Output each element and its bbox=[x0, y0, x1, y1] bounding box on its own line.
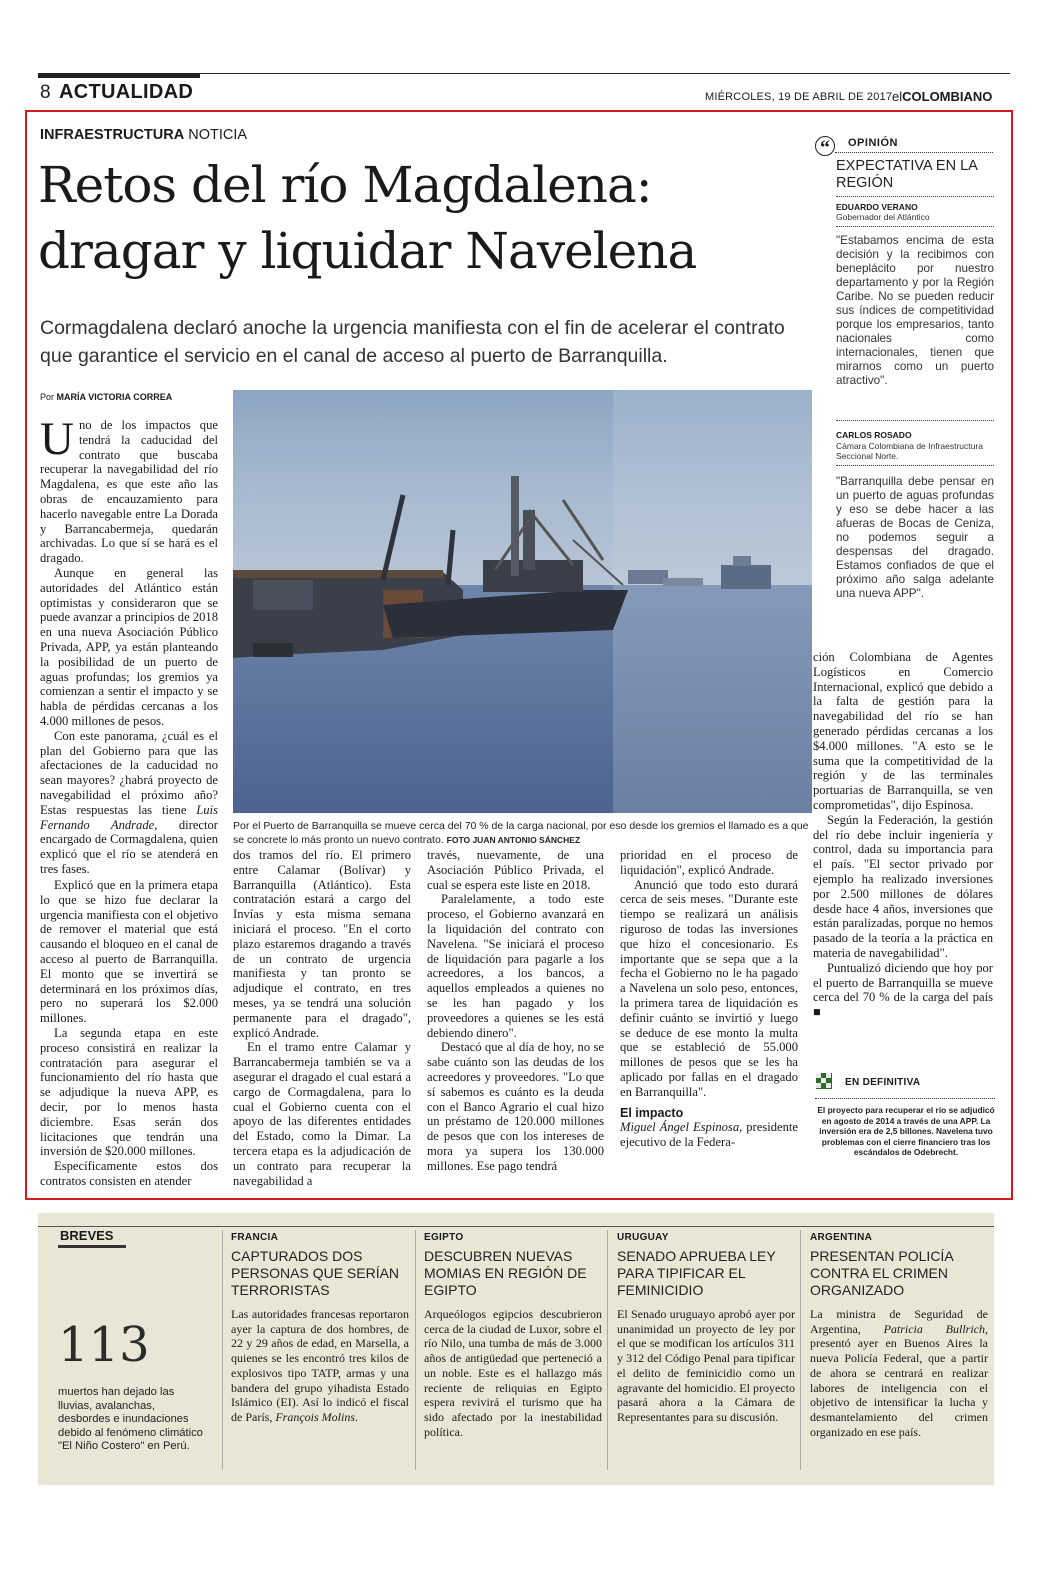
brief-item-uruguay bbox=[617, 1232, 795, 1425]
brief-title: PRESENTAN POLICÍA CONTRA EL CRIMEN ORGANIZADO bbox=[810, 1248, 953, 1298]
brief-country: URUGUAY bbox=[617, 1232, 669, 1243]
opinion-author-role: Cámara Colombiana de Infraestructura Seccional Norte. bbox=[836, 441, 983, 461]
definitiva-rule bbox=[815, 1098, 995, 1099]
article-subhead: Cormagdalena declaró anoche la urgencia manifiesta con el fin de acelerar el contrato que garantice el servicio en el canal de acceso al puerto de Barranquilla. bbox=[40, 317, 785, 367]
brief-text: Las autoridades francesas reportaron ayer la captura de dos hombres, de 22 y 29 años de edad, en Marsella, a quienes se les encontró tres kilos de explosivos tipo TATP, armas y una bandera del grupo yihadista Estado Islámico (EI). Así lo indicó el fiscal de París, François Molins. bbox=[231, 1307, 409, 1424]
section-subtitle: El impacto bbox=[620, 1105, 684, 1120]
body-column-1: Uno de los impactos que tendrá la caducidad del contrato que buscaba recuperar la navegabilidad del río Magdalena, es que este año las obras de encauzamiento para hacerlo navegable entre La Dorada y Barrancabermeja, quedarán archivadas. Lo que sí se hará es el dragado. Aunque en general las autoridades del Atlántico están optimistas y consideraron que se puede avanzar a principios de 2018 en una nueva Asociación Público Privada, APP, ya están planteando la posibilidad de un puerto de aguas profundas; los gremios ya comienzan a sentir el impacto y se habla de pérdidas cercanas a los 4.000 millones de pesos. Con este panorama, ¿cuál es el plan del Gobierno para que las afectaciones de la caducidad no sean mayores? ¿habrá proyecto de navegabilidad el próximo año? Estas respuestas las tiene Luis Fernando Andrade, director encargado de Cormagdalena, quien explicó que el río se atenderá en tres fases. bbox=[40, 413, 218, 876]
drop-cap: U bbox=[40, 413, 74, 465]
body-column-3: través, nuevamente, de una Asociación Público Privada, el cual se espera este liste en 2018. Paralelamente, a todo este proceso, el Gobierno avanzará en la liquidación del contrato con Navelena. "Se iniciará el proceso de liquidación para pagarle a los acreedores, a los bancos, a aquellos empleados a quienes no se les han pagado y los proveedores a quienes se les está debiendo dinero". Destacó que al día de hoy, no se sabe cuánto son las deudas de los acreedores y proveedores. "Lo que sí sabemos es cuánto es la deuda con el Banco Agrario el cual hizo un préstamo de 120.000 millones de pesos que con los intereses de mora ya supera los 130.000 millones. Ese pago tendrá bbox=[427, 848, 604, 1173]
article-kicker: INFRAESTRUCTURA NOTICIA bbox=[40, 127, 248, 143]
brief-text: La ministra de Seguridad de Argentina, Patricia Bullrich, presentó ayer en Buenos Aires la nueva Policía Federal, que a partir de ahora se centrará en realizar labores de inteligencia con el objetivo de intensificar la lucha y desmantelamiento del crimen organizado en ese país. bbox=[810, 1307, 989, 1439]
opinion-author: CARLOS ROSADO bbox=[836, 430, 912, 440]
breves-label-bar bbox=[58, 1245, 126, 1248]
article-headline: Retos del río Magdalena: dragar y liquidar Navelena bbox=[38, 156, 697, 280]
brief-title: SENADO APRUEBA LEY PARA TIPIFICAR EL FEMINICIDIO bbox=[617, 1248, 776, 1298]
opinion-divider bbox=[836, 420, 994, 421]
brief-country: EGIPTO bbox=[424, 1232, 464, 1243]
body-column-2: dos tramos del río. El primero entre Calamar (Bolívar) y Barranquilla (Atlántico). Esta contratación estará a cargo del Invías y esta misma semana iniciará el proceso. "En el corto plazo estaremos dragando a través de un contrato de urgencia manifiesta y tan pronto se adjudique el contrato, en tres meses, ya se tendrá una solución permanente para el dragado", explicó Andrade. En el tramo entre Calamar y Barrancabermeja también se va a asegurar el dragado el cual estará a cargo de Cormagdalena, para lo cual el Gobierno cuenta con el apoyo de las diferentes entidades del Estado, como la Dimar. La tercera etapa es la adjudicación de un contrato para recuperar la navegabilidad a bbox=[233, 848, 411, 1188]
stat-text: muertos han dejado las lluvias, avalanchas, desbordes e inundaciones debido al fenómeno climático "El Niño Costero" en Perú. bbox=[58, 1386, 203, 1452]
opinion-rule bbox=[836, 196, 994, 197]
body-column-4: prioridad en el proceso de liquidación", explicó Andrade. Anunció que todo esto durará cerca de seis meses. "Durante este tiempo se realizará un análisis riguroso de todas las inversiones que hizo el concesionario. Es importante que se sepa que a la fecha el Gobierno no le ha pagado a Navelena un solo peso, entonces, la primera tarea de liquidación es definir cuánto se invirtió y luego se deduce de ese monto la multa que se estableció de 55.000 millones de pesos que se les ha aplicado por fallas en el dragado en Barranquilla". El impacto Miguel Ángel Espinosa, presidente ejecutivo de la Federa- bbox=[620, 848, 798, 1150]
body-column-5: ción Colombiana de Agentes Logísticos en Comercio Internacional, explicó que debido a la falta de gestión para la navegabilidad del río se han generado pérdidas cercanas a los $4.000 millones. "A esto se le suma que la competitividad de la región y de las terminales portuarias de Barranquilla, se ven comprometidas", dijo Espinosa. Según la Federación, la gestión del río debe incluir ingeniería y control, dada su importancia para el país. "El sector privado por ejemplo ha realizado inversiones por 2.500 millones de dólares desde hace 4 años, inversiones que están paralizadas, porque no hemos pasado de la teoría a la práctica en materia de navegabilidad". Puntualizó diciendo que hoy por el puerto de Barranquilla se mueve cerca del 70 % de la carga del país ■ bbox=[813, 650, 993, 1020]
brief-divider bbox=[800, 1230, 801, 1470]
brief-item-francia bbox=[231, 1232, 409, 1425]
opinion-author: EDUARDO VERANO bbox=[836, 202, 918, 212]
opinion-quote: "Estabamos encima de esta decisión y la recibimos con beneplácito por nuestro departamento y por la Región Caribe. No se pueden reducir sus índices de competitividad porque los empresarios, tanto nacionales como internacionales, tienen que mirarnos como un puerto atractivo". bbox=[836, 234, 994, 387]
brief-item-egipto bbox=[424, 1232, 602, 1439]
brief-title: CAPTURADOS DOS PERSONAS QUE SERÍAN TERRORISTAS bbox=[231, 1248, 400, 1298]
brief-title: DESCUBREN NUEVAS MOMIAS EN REGIÓN DE EGIPTO bbox=[424, 1248, 587, 1298]
breves-label: BREVES bbox=[60, 1228, 114, 1243]
stat-number: 113 bbox=[58, 1317, 150, 1373]
opinion-divider bbox=[836, 465, 994, 466]
newspaper-brand: elCOLOMBIANO bbox=[892, 89, 993, 104]
port-photo bbox=[233, 390, 812, 813]
checker-icon bbox=[816, 1073, 832, 1089]
article-byline: Por MARÍA VICTORIA CORREA bbox=[40, 392, 173, 402]
opinion-title: EXPECTATIVA EN LA REGIÓN bbox=[836, 158, 978, 191]
opinion-quote: "Barranquilla debe pensar en un puerto de aguas profundas y eso se debe hacer a las afueras de Bocas de Ceniza, no podemos seguir a despensas del dragado. Estamos confiados de que el próximo año salga adelante una nueva APP". bbox=[836, 475, 994, 600]
header-rule-accent bbox=[38, 73, 200, 78]
brief-text: El Senado uruguayo aprobó ayer por unanimidad un proyecto de ley por el que se modifican los artículos 311 y 312 del Código Penal para tipificar el delito de feminicidio como un agravante del homicidio. El proyecto pasará ahora a la Cámara de Representantes para su discusión. bbox=[617, 1307, 795, 1424]
opinion-author-role: Gobernador del Atlántico bbox=[836, 212, 930, 222]
brief-divider bbox=[415, 1230, 416, 1470]
photo-caption: Por el Puerto de Barranquilla se mueve cerca del 70 % de la carga nacional, por eso desde los gremios el llamado es a que se concrete lo más pronto un nuevo contrato. FOTO JUAN ANTONIO SÁNCHEZ bbox=[233, 820, 809, 846]
brief-country: ARGENTINA bbox=[810, 1232, 873, 1243]
section-name: ACTUALIDAD bbox=[59, 81, 194, 103]
brief-divider bbox=[222, 1230, 223, 1470]
issue-date: MIÉRCOLES, 19 DE ABRIL DE 2017 bbox=[705, 91, 893, 103]
photo-credit: FOTO JUAN ANTONIO SÁNCHEZ bbox=[446, 835, 581, 845]
page-number: 8 bbox=[40, 82, 51, 103]
brief-item-argentina bbox=[810, 1232, 988, 1439]
definitiva-text: El proyecto para recuperar el río se adjudicó en agosto de 2014 a través de una APP. La inversión era de 2,5 billones. Navelena tuvo problemas con el cierre financiero tras los escándalos de Odebrecht. bbox=[817, 1105, 995, 1157]
quote-icon: “ bbox=[815, 136, 835, 156]
brief-divider bbox=[607, 1230, 608, 1470]
body-column-1-continued: Explicó que en la primera etapa lo que se hizo fue declarar la urgencia manifiesta con el objetivo de remover el material que está causando el bloqueo en el canal de acceso al puerto de Barranquilla. El monto que se invertirá se determinará en los próximos días, pero no superará los $2.000 millones. La segunda etapa en este proceso consistirá en realizar la contratación para asegurar el funcionamiento del río hasta que se adjudique la nueva APP, es decir, por lo menos hasta diciembre. Esas serán dos licitaciones que tendrán una inversión de $20.000 millones. Específicamente estos dos contratos consisten en atender bbox=[40, 878, 218, 1188]
definitiva-label: EN DEFINITIVA bbox=[845, 1077, 921, 1088]
opinion-divider bbox=[836, 226, 994, 227]
opinion-label: OPINIÓN bbox=[848, 137, 898, 149]
opinion-rule bbox=[835, 152, 993, 153]
brief-text: Arqueólogos egipcios descubrieron cerca de la ciudad de Luxor, sobre el río Nilo, una tumba de más de 3.000 años de antigüedad que perteneció a un noble. Este es el hallazgo más reciente de reliquias en Egipto espera revivirá el turismo que ha sido afectado por la inestabilidad política. bbox=[424, 1307, 602, 1439]
breves-rule bbox=[38, 1226, 994, 1227]
brief-country: FRANCIA bbox=[231, 1232, 279, 1243]
